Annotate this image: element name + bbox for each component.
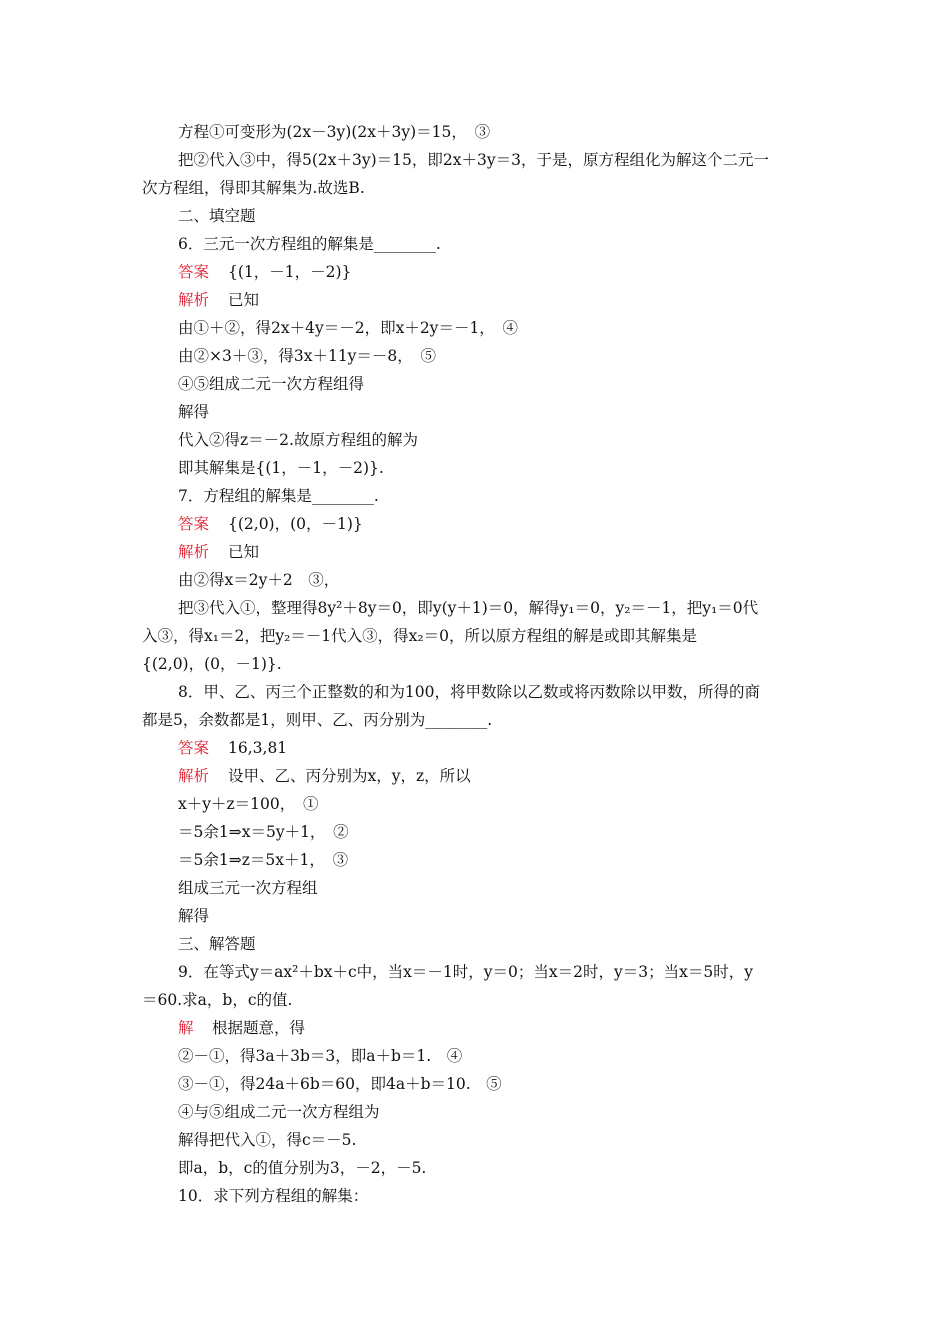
question-text: 7．方程组的解集是________. xyxy=(178,487,379,505)
text-line xyxy=(0,314,950,342)
question xyxy=(0,986,950,1014)
text-line xyxy=(0,650,950,678)
solution-line xyxy=(0,538,950,566)
answer-label: 答案 xyxy=(178,739,210,757)
solution-label: 解 xyxy=(178,1019,194,1037)
text-line xyxy=(0,342,950,370)
solution-step: ②－①，得3a＋3b＝3，即a＋b＝1. ④ xyxy=(178,1047,463,1065)
solution-step: {(2,0)，(0，－1)}. xyxy=(142,655,282,673)
answer-line xyxy=(0,734,950,762)
question xyxy=(0,706,950,734)
text-line xyxy=(0,426,950,454)
text-line xyxy=(0,398,950,426)
question-text: 6．三元一次方程组的解集是________. xyxy=(178,235,441,253)
solution-text: 根据题意，得 xyxy=(212,1019,306,1037)
text-line xyxy=(0,454,950,482)
solution-step: 入③，得x₁＝2，把y₂＝－1代入③，得x₂＝0，所以原方程组的解是或即其解集是 xyxy=(142,627,697,645)
text-line xyxy=(0,1098,950,1126)
question-text: ＝60.求a，b，c的值. xyxy=(142,991,293,1009)
question-text: 都是5，余数都是1，则甲、乙、丙分别为________. xyxy=(142,711,493,729)
answer-label: 答案 xyxy=(178,263,210,281)
solution-step: 解得把代入①，得c＝－5. xyxy=(178,1131,357,1149)
solution-line xyxy=(0,286,950,314)
answer-label: 答案 xyxy=(178,515,210,533)
question-text: 9．在等式y＝ax²＋bx＋c中，当x＝－1时，y＝0；当x＝2时，y＝3；当x＝5时，y xyxy=(178,963,753,981)
solution-step: ③－①，得24a＋6b＝60，即4a＋b＝10. ⑤ xyxy=(178,1075,502,1093)
section-title: 三、解答题 xyxy=(178,935,256,953)
question xyxy=(0,482,950,510)
solution-step: 代入②得z＝－2.故原方程组的解为 xyxy=(178,431,418,449)
answer-line xyxy=(0,258,950,286)
text-line xyxy=(0,566,950,594)
solution-text: 已知 xyxy=(228,291,260,309)
solution-text: 已知 xyxy=(228,543,260,561)
solution-step: 由②得x＝2y＋2 ③， xyxy=(178,571,340,589)
section-heading xyxy=(0,202,950,230)
text-line xyxy=(0,594,950,622)
solution-step: 解得 xyxy=(178,403,210,421)
solution-step: ④⑤组成二元一次方程组得 xyxy=(178,375,365,393)
text-line xyxy=(0,874,950,902)
section-heading xyxy=(0,930,950,958)
solution-step: 由②×3＋③，得3x＋11y＝－8， ⑤ xyxy=(178,347,437,365)
text-line xyxy=(0,370,950,398)
answer-text: {(1，－1，－2)} xyxy=(228,263,352,281)
answer-text: 16,3,81 xyxy=(228,739,288,757)
solution-step: 即其解集是{(1，－1，－2)}. xyxy=(178,459,384,477)
section-title: 二、填空题 xyxy=(178,207,256,225)
solution-label: 解析 xyxy=(178,543,210,561)
text-line xyxy=(0,174,950,202)
question xyxy=(0,1182,950,1210)
solution-step: ④与⑤组成二元一次方程组为 xyxy=(178,1103,380,1121)
solution-step: 即a，b，c的值分别为3，－2，－5. xyxy=(178,1159,427,1177)
paragraph-text: 把②代入③中，得5(2x＋3y)＝15，即2x＋3y＝3，于是，原方程组化为解这个二元一 xyxy=(178,151,769,169)
question xyxy=(0,958,950,986)
text-line xyxy=(0,118,950,146)
question xyxy=(0,230,950,258)
paragraph-text: 次方程组，得即其解集为.故选B. xyxy=(142,179,365,197)
solution-label: 解析 xyxy=(178,291,210,309)
paragraph-text: 方程①可变形为(2x－3y)(2x＋3y)＝15， ③ xyxy=(178,123,491,141)
text-line xyxy=(0,818,950,846)
solution-line xyxy=(0,1014,950,1042)
text-line xyxy=(0,902,950,930)
text-line xyxy=(0,1154,950,1182)
text-line xyxy=(0,1042,950,1070)
text-line xyxy=(0,790,950,818)
solution-step: 解得 xyxy=(178,907,210,925)
answer-line xyxy=(0,510,950,538)
answer-text: {(2,0)，(0，－1)} xyxy=(228,515,363,533)
text-line xyxy=(0,1126,950,1154)
solution-step: 组成三元一次方程组 xyxy=(178,879,318,897)
text-line xyxy=(0,146,950,174)
solution-label: 解析 xyxy=(178,767,210,785)
solution-text: 设甲、乙、丙分别为x，y，z，所以 xyxy=(228,767,471,785)
solution-step: 把③代入①，整理得8y²＋8y＝0，即y(y＋1)＝0，解得y₁＝0，y₂＝－1，把y₁＝0代 xyxy=(178,599,759,617)
question xyxy=(0,678,950,706)
question-text: 10．求下列方程组的解集： xyxy=(178,1187,369,1205)
solution-step: ＝5余1⇒z＝5x＋1， ③ xyxy=(178,851,349,869)
solution-step: x＋y＋z＝100， ① xyxy=(178,795,319,813)
solution-step: 由①＋②，得2x＋4y＝－2，即x＋2y＝－1， ④ xyxy=(178,319,519,337)
text-line xyxy=(0,846,950,874)
text-line xyxy=(0,622,950,650)
solution-line xyxy=(0,762,950,790)
question-text: 8．甲、乙、丙三个正整数的和为100，将甲数除以乙数或将丙数除以甲数，所得的商 xyxy=(178,683,760,701)
solution-step: ＝5余1⇒x＝5y＋1， ② xyxy=(178,823,349,841)
text-line xyxy=(0,1070,950,1098)
